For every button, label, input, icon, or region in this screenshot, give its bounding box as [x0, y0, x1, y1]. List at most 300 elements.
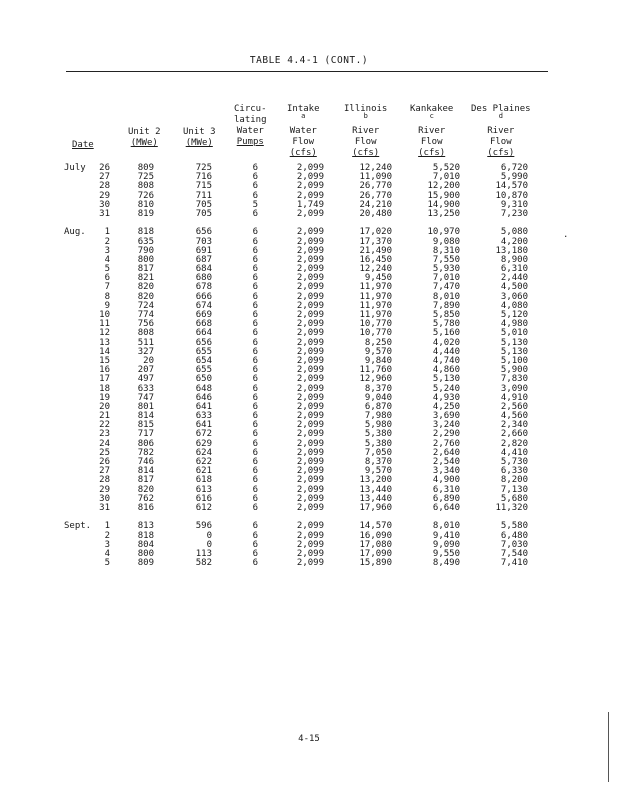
illinois-flow-cell: 9,840	[364, 355, 392, 366]
unit2-cell: 497	[137, 374, 154, 385]
unit2-cell: 820	[137, 291, 154, 302]
kankakee-flow-cell: 4,930	[432, 392, 460, 403]
pumps-cell: 6	[252, 530, 258, 541]
pumps-cell: 6	[252, 420, 258, 431]
intake-flow-cell: 2,099	[296, 374, 324, 385]
intake-flow-cell: 2,099	[296, 530, 324, 541]
intake-flow-cell: 2,099	[296, 521, 324, 532]
illinois-flow-cell: 5,380	[364, 429, 392, 440]
desplaines-flow-cell: 2,340	[500, 420, 528, 431]
pumps-cell: 6	[252, 300, 258, 311]
header-desplaines: Des Plaines $^d$ River Flow (cfs)	[471, 104, 531, 158]
desplaines-flow-cell: 7,230	[500, 208, 528, 219]
desplaines-flow-cell: 5,100	[500, 355, 528, 366]
illinois-flow-cell: 17,370	[359, 236, 392, 247]
unit2-cell: 819	[137, 208, 154, 219]
day-cell: 2	[104, 236, 110, 247]
unit2-cell: 806	[137, 438, 154, 449]
header-pumps: Circu- lating Water Pumps	[234, 104, 267, 147]
pumps-cell: 6	[252, 383, 258, 394]
illinois-flow-cell: 16,450	[359, 254, 392, 265]
intake-flow-cell: 2,099	[296, 273, 324, 284]
intake-flow-cell: 2,099	[296, 319, 324, 330]
desplaines-flow-cell: 4,200	[500, 236, 528, 247]
header-intake: Intake $^a$ Water Flow (cfs)	[287, 104, 320, 158]
illinois-flow-cell: 16,090	[359, 530, 392, 541]
desplaines-flow-cell: 7,830	[500, 374, 528, 385]
illinois-flow-cell: 10,770	[359, 328, 392, 339]
illinois-flow-cell: 13,200	[359, 475, 392, 486]
illinois-flow-cell: 11,970	[359, 300, 392, 311]
illinois-flow-cell: 26,770	[359, 190, 392, 201]
illinois-flow-cell: 13,440	[359, 484, 392, 495]
desplaines-flow-cell: 5,080	[500, 227, 528, 238]
unit3-cell: 711	[195, 190, 212, 201]
intake-flow-cell: 2,099	[296, 310, 324, 320]
kankakee-flow-cell: 9,080	[432, 236, 460, 247]
unit3-cell: 684	[195, 264, 212, 275]
kankakee-flow-cell: 13,250	[427, 208, 460, 219]
kankakee-flow-cell: 9,550	[432, 548, 460, 559]
header-rule	[66, 71, 548, 72]
illinois-flow-cell: 5,380	[364, 438, 392, 449]
unit3-cell: 612	[195, 502, 212, 513]
unit2-cell: 817	[137, 264, 154, 275]
pumps-cell: 6	[252, 392, 258, 403]
kankakee-flow-cell: 5,240	[432, 383, 460, 394]
pumps-cell: 6	[252, 181, 258, 192]
pumps-cell: 6	[252, 493, 258, 504]
kankakee-flow-cell: 4,020	[432, 337, 460, 348]
day-cell: 17	[99, 374, 110, 385]
desplaines-flow-cell: 4,410	[500, 447, 528, 458]
unit2-cell: 762	[137, 493, 154, 504]
pumps-cell: 6	[252, 190, 258, 201]
table-row	[0, 504, 618, 513]
illinois-flow-cell: 15,890	[359, 558, 392, 569]
kankakee-flow-cell: 6,890	[432, 493, 460, 504]
illinois-flow-cell: 13,440	[359, 493, 392, 504]
pumps-cell: 6	[252, 282, 258, 293]
unit2-cell: 813	[137, 521, 154, 532]
desplaines-flow-cell: 14,570	[495, 181, 528, 192]
pumps-cell: 6	[252, 365, 258, 376]
header-kankakee: Kankakee $^c$ River Flow (cfs)	[410, 104, 454, 158]
month-label: Sept.	[64, 521, 92, 532]
intake-flow-cell: 2,099	[296, 475, 324, 486]
intake-flow-cell: 2,099	[296, 190, 324, 201]
illinois-flow-cell: 8,370	[364, 383, 392, 394]
day-cell: 28	[99, 475, 110, 486]
kankakee-flow-cell: 7,010	[432, 172, 460, 183]
desplaines-flow-cell: 5,900	[500, 365, 528, 376]
unit2-cell: 820	[137, 282, 154, 293]
unit3-cell: 655	[195, 346, 212, 357]
desplaines-flow-cell: 5,680	[500, 493, 528, 504]
intake-flow-cell: 2,099	[296, 264, 324, 275]
intake-flow-cell: 2,099	[296, 383, 324, 394]
unit3-cell: 654	[195, 355, 212, 366]
pumps-cell: 6	[252, 337, 258, 348]
desplaines-flow-cell: 4,910	[500, 392, 528, 403]
kankakee-flow-cell: 3,340	[432, 466, 460, 477]
desplaines-flow-cell: 2,820	[500, 438, 528, 449]
header-illinois: Illinois $^b$ River Flow (cfs)	[344, 104, 388, 158]
day-cell: 1	[104, 227, 110, 238]
table-row	[0, 559, 618, 568]
unit2-cell: 820	[137, 484, 154, 495]
pumps-cell: 6	[252, 475, 258, 486]
unit2-cell: 635	[137, 236, 154, 247]
kankakee-flow-cell: 7,890	[432, 300, 460, 311]
page-number: 4-15	[298, 734, 320, 744]
unit3-cell: 613	[195, 484, 212, 495]
day-cell: 4	[104, 548, 110, 559]
unit3-cell: 715	[195, 181, 212, 192]
kankakee-flow-cell: 4,740	[432, 355, 460, 366]
day-cell: 9	[104, 300, 110, 311]
unit2-cell: 817	[137, 475, 154, 486]
month-label: July	[64, 163, 86, 173]
unit2-cell: 804	[137, 539, 154, 550]
kankakee-flow-cell: 8,310	[432, 245, 460, 256]
intake-flow-cell: 2,099	[296, 484, 324, 495]
desplaines-flow-cell: 2,660	[500, 429, 528, 440]
unit2-cell: 511	[137, 337, 154, 348]
unit3-cell: 680	[195, 273, 212, 284]
day-cell: 12	[99, 328, 110, 339]
desplaines-flow-cell: 11,320	[495, 502, 528, 513]
unit3-cell: 656	[195, 227, 212, 238]
day-cell: 5	[104, 558, 110, 569]
day-cell: 18	[99, 383, 110, 394]
intake-flow-cell: 2,099	[296, 254, 324, 265]
desplaines-flow-cell: 7,130	[500, 484, 528, 495]
unit3-cell: 648	[195, 383, 212, 394]
illinois-flow-cell: 17,090	[359, 548, 392, 559]
kankakee-flow-cell: 2,760	[432, 438, 460, 449]
day-cell: 30	[99, 493, 110, 504]
kankakee-flow-cell: 7,010	[432, 273, 460, 284]
desplaines-flow-cell: 6,330	[500, 466, 528, 477]
header-date: Date	[72, 140, 94, 150]
unit3-cell: 705	[195, 199, 212, 210]
day-cell: 20	[99, 401, 110, 412]
pumps-cell: 6	[252, 401, 258, 412]
illinois-flow-cell: 12,240	[359, 163, 392, 173]
illinois-flow-cell: 6,870	[364, 401, 392, 412]
pumps-cell: 6	[252, 264, 258, 275]
illinois-flow-cell: 5,980	[364, 420, 392, 431]
unit2-cell: 790	[137, 245, 154, 256]
unit3-cell: 0	[206, 539, 212, 550]
pumps-cell: 6	[252, 172, 258, 183]
illinois-flow-cell: 11,090	[359, 172, 392, 183]
unit2-cell: 809	[137, 163, 154, 173]
illinois-flow-cell: 21,490	[359, 245, 392, 256]
pumps-cell: 6	[252, 245, 258, 256]
illinois-flow-cell: 17,080	[359, 539, 392, 550]
unit3-cell: 641	[195, 420, 212, 431]
desplaines-flow-cell: 7,540	[500, 548, 528, 559]
illinois-flow-cell: 11,970	[359, 291, 392, 302]
pumps-cell: 5	[252, 199, 258, 210]
unit2-cell: 782	[137, 447, 154, 458]
desplaines-flow-cell: 6,480	[500, 530, 528, 541]
kankakee-flow-cell: 5,780	[432, 319, 460, 330]
intake-flow-cell: 2,099	[296, 438, 324, 449]
unit3-cell: 633	[195, 411, 212, 422]
kankakee-flow-cell: 4,900	[432, 475, 460, 486]
kankakee-flow-cell: 4,250	[432, 401, 460, 412]
pumps-cell: 6	[252, 328, 258, 339]
desplaines-flow-cell: 5,730	[500, 457, 528, 467]
illinois-flow-cell: 9,450	[364, 273, 392, 284]
unit3-cell: 0	[206, 530, 212, 541]
illinois-flow-cell: 7,980	[364, 411, 392, 422]
intake-flow-cell: 2,099	[296, 328, 324, 339]
unit2-cell: 814	[137, 466, 154, 477]
unit3-cell: 582	[195, 558, 212, 569]
intake-flow-cell: 2,099	[296, 539, 324, 550]
day-cell: 8	[104, 291, 110, 302]
intake-flow-cell: 2,099	[296, 493, 324, 504]
day-cell: 11	[99, 319, 110, 330]
day-cell: 14	[99, 346, 110, 357]
kankakee-flow-cell: 6,310	[432, 484, 460, 495]
day-cell: 5	[104, 264, 110, 275]
intake-flow-cell: 2,099	[296, 282, 324, 293]
pumps-cell: 6	[252, 208, 258, 219]
desplaines-flow-cell: 4,500	[500, 282, 528, 293]
desplaines-flow-cell: 2,560	[500, 401, 528, 412]
desplaines-flow-cell: 2,440	[500, 273, 528, 284]
unit3-cell: 621	[195, 466, 212, 477]
unit2-cell: 808	[137, 328, 154, 339]
kankakee-flow-cell: 5,160	[432, 328, 460, 339]
unit3-cell: 596	[195, 521, 212, 532]
day-cell: 28	[99, 181, 110, 192]
intake-flow-cell: 2,099	[296, 401, 324, 412]
illinois-flow-cell: 26,770	[359, 181, 392, 192]
pumps-cell: 6	[252, 429, 258, 440]
unit2-cell: 725	[137, 172, 154, 183]
unit3-cell: 618	[195, 475, 212, 486]
unit3-cell: 113	[195, 548, 212, 559]
intake-flow-cell: 2,099	[296, 457, 324, 467]
intake-flow-cell: 2,099	[296, 365, 324, 376]
unit3-cell: 656	[195, 337, 212, 348]
illinois-flow-cell: 12,240	[359, 264, 392, 275]
day-cell: 22	[99, 420, 110, 431]
kankakee-flow-cell: 3,240	[432, 420, 460, 431]
kankakee-flow-cell: 9,090	[432, 539, 460, 550]
day-cell: 31	[99, 502, 110, 513]
pumps-cell: 6	[252, 374, 258, 385]
desplaines-flow-cell: 5,580	[500, 521, 528, 532]
day-cell: 15	[99, 355, 110, 366]
kankakee-flow-cell: 8,010	[432, 291, 460, 302]
pumps-cell: 6	[252, 346, 258, 357]
desplaines-flow-cell: 4,080	[500, 300, 528, 311]
pumps-cell: 6	[252, 411, 258, 422]
kankakee-flow-cell: 5,520	[432, 163, 460, 173]
illinois-flow-cell: 9,570	[364, 466, 392, 477]
intake-flow-cell: 2,099	[296, 548, 324, 559]
unit2-cell: 747	[137, 392, 154, 403]
unit2-cell: 207	[137, 365, 154, 376]
pumps-cell: 6	[252, 484, 258, 495]
pumps-cell: 6	[252, 310, 258, 320]
kankakee-flow-cell: 7,470	[432, 282, 460, 293]
unit3-cell: 691	[195, 245, 212, 256]
unit3-cell: 666	[195, 291, 212, 302]
intake-flow-cell: 2,099	[296, 172, 324, 183]
intake-flow-cell: 2,099	[296, 208, 324, 219]
unit2-cell: 756	[137, 319, 154, 330]
desplaines-flow-cell: 3,060	[500, 291, 528, 302]
kankakee-flow-cell: 5,930	[432, 264, 460, 275]
day-cell: 3	[104, 245, 110, 256]
illinois-flow-cell: 14,570	[359, 521, 392, 532]
day-cell: 13	[99, 337, 110, 348]
day-cell: 2	[104, 530, 110, 541]
desplaines-flow-cell: 9,310	[500, 199, 528, 210]
scan-edge-line	[608, 712, 609, 782]
pumps-cell: 6	[252, 291, 258, 302]
pumps-cell: 6	[252, 236, 258, 247]
scan-mark: .	[563, 230, 569, 240]
unit3-cell: 716	[195, 172, 212, 183]
unit3-cell: 616	[195, 493, 212, 504]
unit3-cell: 668	[195, 319, 212, 330]
unit3-cell: 624	[195, 447, 212, 458]
pumps-cell: 6	[252, 227, 258, 238]
desplaines-flow-cell: 13,180	[495, 245, 528, 256]
illinois-flow-cell: 8,250	[364, 337, 392, 348]
pumps-cell: 6	[252, 502, 258, 513]
kankakee-flow-cell: 5,850	[432, 310, 460, 320]
unit2-cell: 717	[137, 429, 154, 440]
day-cell: 27	[99, 466, 110, 477]
unit2-cell: 814	[137, 411, 154, 422]
table-title: TABLE 4.4-1 (CONT.)	[249, 55, 369, 66]
unit3-cell: 669	[195, 310, 212, 320]
intake-flow-cell: 2,099	[296, 558, 324, 569]
unit2-cell: 633	[137, 383, 154, 394]
kankakee-flow-cell: 2,540	[432, 457, 460, 467]
desplaines-flow-cell: 5,130	[500, 346, 528, 357]
desplaines-flow-cell: 8,900	[500, 254, 528, 265]
unit3-cell: 672	[195, 429, 212, 440]
unit3-cell: 650	[195, 374, 212, 385]
day-cell: 19	[99, 392, 110, 403]
intake-flow-cell: 2,099	[296, 355, 324, 366]
unit2-cell: 726	[137, 190, 154, 201]
day-cell: 29	[99, 484, 110, 495]
unit3-cell: 641	[195, 401, 212, 412]
kankakee-flow-cell: 14,900	[427, 199, 460, 210]
kankakee-flow-cell: 2,640	[432, 447, 460, 458]
unit3-cell: 655	[195, 365, 212, 376]
unit3-cell: 622	[195, 457, 212, 467]
intake-flow-cell: 2,099	[296, 245, 324, 256]
illinois-flow-cell: 7,050	[364, 447, 392, 458]
pumps-cell: 6	[252, 273, 258, 284]
desplaines-flow-cell: 4,980	[500, 319, 528, 330]
unit3-cell: 705	[195, 208, 212, 219]
pumps-cell: 6	[252, 539, 258, 550]
intake-flow-cell: 2,099	[296, 181, 324, 192]
day-cell: 29	[99, 190, 110, 201]
unit2-cell: 327	[137, 346, 154, 357]
kankakee-flow-cell: 4,860	[432, 365, 460, 376]
unit2-cell: 809	[137, 558, 154, 569]
intake-flow-cell: 2,099	[296, 392, 324, 403]
kankakee-flow-cell: 7,550	[432, 254, 460, 265]
day-cell: 6	[104, 273, 110, 284]
day-cell: 7	[104, 282, 110, 293]
intake-flow-cell: 2,099	[296, 502, 324, 513]
pumps-cell: 6	[252, 457, 258, 467]
unit2-cell: 808	[137, 181, 154, 192]
kankakee-flow-cell: 2,290	[432, 429, 460, 440]
day-cell: 26	[99, 457, 110, 467]
unit3-cell: 646	[195, 392, 212, 403]
illinois-flow-cell: 12,960	[359, 374, 392, 385]
kankakee-flow-cell: 8,490	[432, 558, 460, 569]
desplaines-flow-cell: 5,010	[500, 328, 528, 339]
unit2-cell: 821	[137, 273, 154, 284]
unit3-cell: 687	[195, 254, 212, 265]
unit2-cell: 800	[137, 254, 154, 265]
intake-flow-cell: 2,099	[296, 447, 324, 458]
desplaines-flow-cell: 3,090	[500, 383, 528, 394]
day-cell: 25	[99, 447, 110, 458]
pumps-cell: 6	[252, 319, 258, 330]
day-cell: 16	[99, 365, 110, 376]
illinois-flow-cell: 8,370	[364, 457, 392, 467]
intake-flow-cell: 2,099	[296, 466, 324, 477]
pumps-cell: 6	[252, 466, 258, 477]
intake-flow-cell: 2,099	[296, 227, 324, 238]
unit3-cell: 678	[195, 282, 212, 293]
desplaines-flow-cell: 5,130	[500, 337, 528, 348]
table-row	[0, 210, 618, 219]
unit2-cell: 810	[137, 199, 154, 210]
intake-flow-cell: 2,099	[296, 337, 324, 348]
pumps-cell: 6	[252, 163, 258, 173]
day-cell: 1	[104, 521, 110, 532]
unit2-cell: 746	[137, 457, 154, 467]
kankakee-flow-cell: 3,690	[432, 411, 460, 422]
intake-flow-cell: 2,099	[296, 291, 324, 302]
kankakee-flow-cell: 15,900	[427, 190, 460, 201]
illinois-flow-cell: 9,570	[364, 346, 392, 357]
intake-flow-cell: 1,749	[296, 199, 324, 210]
unit3-cell: 674	[195, 300, 212, 311]
kankakee-flow-cell: 9,410	[432, 530, 460, 541]
desplaines-flow-cell: 5,120	[500, 310, 528, 320]
month-label: Aug.	[64, 227, 86, 238]
kankakee-flow-cell: 12,200	[427, 181, 460, 192]
table-body	[0, 164, 618, 568]
illinois-flow-cell: 11,760	[359, 365, 392, 376]
unit2-cell: 816	[137, 502, 154, 513]
unit3-cell: 725	[195, 163, 212, 173]
pumps-cell: 6	[252, 438, 258, 449]
day-cell: 27	[99, 172, 110, 183]
